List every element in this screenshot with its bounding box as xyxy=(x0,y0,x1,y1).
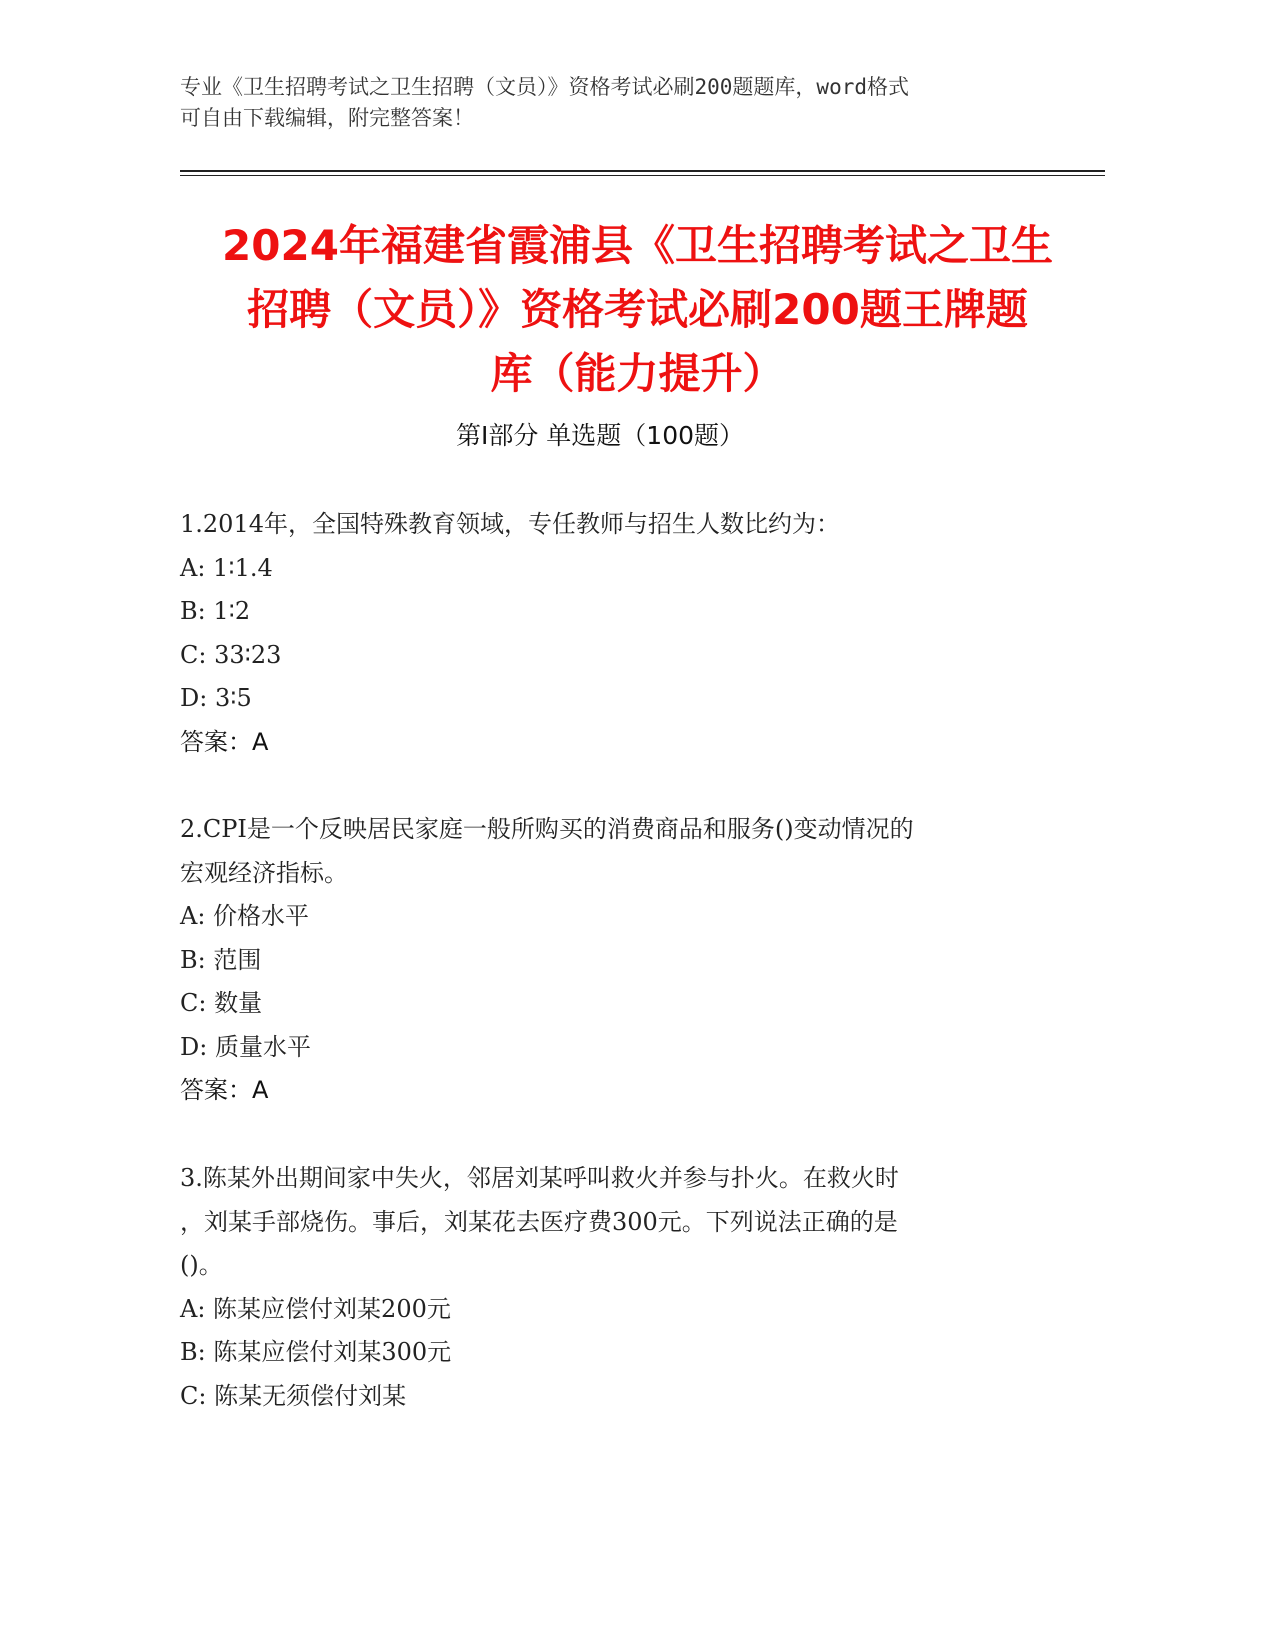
question-2-option-c: C: 数量 xyxy=(180,989,263,1017)
document-title xyxy=(150,214,1125,406)
question-2-option-b: B: 范围 xyxy=(180,945,262,974)
question-3-stem-line-3: ()。 xyxy=(180,1251,223,1279)
question-2-option-a: A: 价格水平 xyxy=(180,902,310,930)
question-2-option-d: D: 质量水平 xyxy=(180,1032,311,1061)
section-title: 第Ⅰ部分 单选题（100题） xyxy=(455,421,745,450)
question-3-stem-line-2: ，刘某手部烧伤。事后，刘某花去医疗费300元。下列说法正确的是 xyxy=(180,1207,898,1236)
question-3-option-c: C: 陈某无须偿付刘某 xyxy=(180,1381,407,1410)
question-1-option-b: B: 1∶2 xyxy=(180,597,251,625)
question-1-stem: 1.2014年，全国特殊教育领域，专任教师与招生人数比约为： xyxy=(180,510,840,538)
header-divider-thick xyxy=(180,170,1105,172)
question-2-stem-line-1: 2.CPI是一个反映居民家庭一般所购买的消费商品和服务()变动情况的 xyxy=(180,815,914,843)
question-1-option-c: C: 33∶23 xyxy=(180,640,282,669)
question-3-option-b: B: 陈某应偿付刘某300元 xyxy=(180,1338,452,1366)
question-3-stem-line-1: 3.陈某外出期间家中失火，邻居刘某呼叫救火并参与扑火。在救火时 xyxy=(180,1164,899,1192)
question-2-answer: 答案：A xyxy=(180,1076,269,1104)
question-3-option-a: A: 陈某应偿付刘某200元 xyxy=(180,1294,451,1323)
question-3 xyxy=(180,1157,1080,1418)
document-title-line-2: 招聘（文员）》资格考试必刷200题王牌题 xyxy=(247,285,1028,334)
document-title-line-3: 库（能力提升） xyxy=(490,349,785,398)
question-1-option-a: A: 1∶1.4 xyxy=(180,553,273,582)
question-2-stem-line-2: 宏观经济指标。 xyxy=(180,858,348,887)
header-note-line-1: 专业《卫生招聘考试之卫生招聘（文员）》资格考试必刷200题题库，word格式 xyxy=(180,75,909,99)
header-note xyxy=(180,72,1040,134)
question-1-option-d: D: 3∶5 xyxy=(180,684,252,712)
document-title-line-1: 2024年福建省霞浦县《卫生招聘考试之卫生 xyxy=(222,221,1053,270)
question-2 xyxy=(180,808,1080,1113)
question-1-answer: 答案：A xyxy=(180,727,269,756)
header-note-line-2: 可自由下载编辑，附完整答案！ xyxy=(180,106,474,130)
header-divider-thin xyxy=(180,175,1105,176)
question-1 xyxy=(180,503,1080,764)
